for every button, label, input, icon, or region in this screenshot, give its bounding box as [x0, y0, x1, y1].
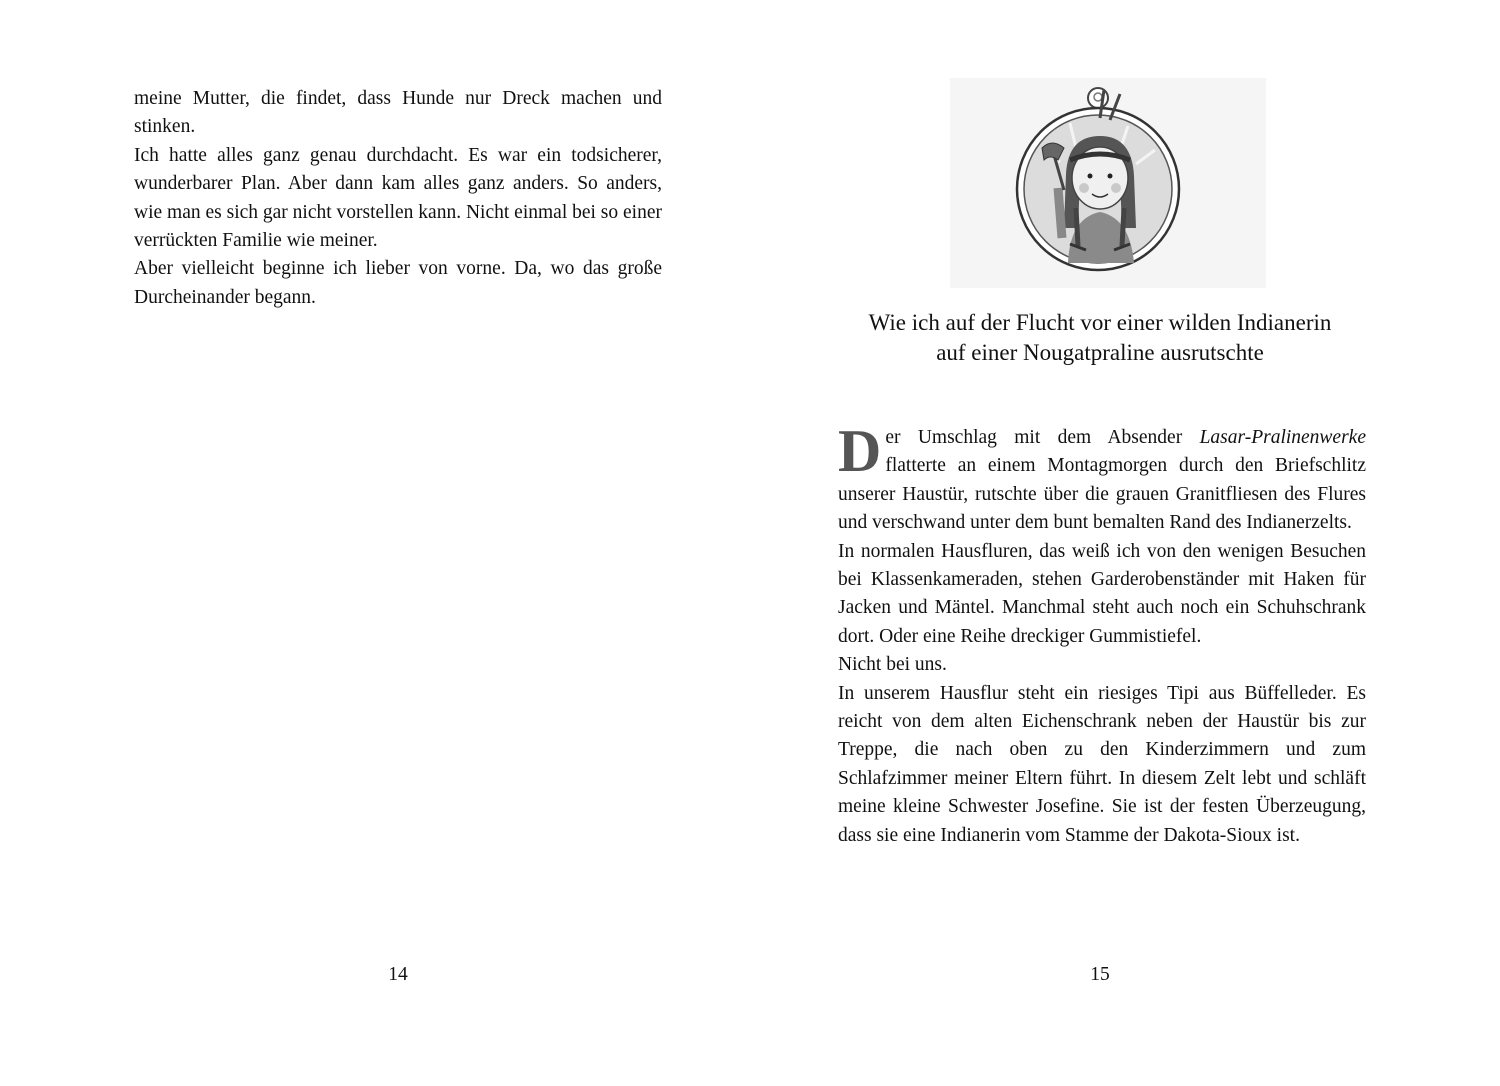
drop-cap: D — [838, 418, 882, 484]
left-page-text — [134, 85, 662, 312]
paragraph: Nicht bei uns. — [838, 654, 947, 676]
page-number-right: 15 — [1090, 964, 1110, 985]
page-number-left: 14 — [388, 964, 408, 985]
paragraph: Ich hatte alles ganz genau durchdacht. Es war ein todsicherer, wunderbarer Plan. Aber dann kam alles ganz anders. So anders, wie man es sich gar nicht vorstellen kann. Nicht einmal bei so einer verrückten Familie wie meiner. — [134, 144, 662, 252]
paragraph: Aber vielleicht beginne ich lieber von vorne. Da, wo das große Durcheinander begann. — [134, 258, 662, 308]
paragraph: In unserem Hausflur steht ein riesiges Tipi aus Büffelleder. Es reicht von dem alten Eichenschrank neben der Haustür bis zur Treppe, die nach oben zu den Kinderzimmern und zum Schlafzimmer meiner Eltern führt. In diesem Zelt lebt und schläft meine kleine Schwester Josefine. Sie ist der festen Überzeugung, dass sie eine Indianerin vom Stamme der Dakota-Sioux ist. — [838, 682, 1366, 846]
paragraph: In normalen Hausfluren, das weiß ich von den wenigen Besuchen bei Klassenkameraden, stehen Garderobenständer mit Haken für Jacken und Mäntel. Manchmal steht auch noch ein Schuhschrank dort. Oder eine Reihe dreckiger Gummistiefel. — [838, 540, 1366, 647]
chapter-title-line: auf einer Nougatpraline ausrutschte — [936, 340, 1264, 365]
chapter-title — [810, 308, 1390, 368]
right-page — [750, 0, 1500, 1086]
paragraph-rest: flatterte an einem Montagmorgen durch den Briefschlitz unserer Haustür, rutschte über die grauen Granitfliesen des Flures und verschwand unter dem bunt bemalten Rand des Indianerzelts. — [838, 455, 1366, 534]
paragraph — [838, 418, 1366, 538]
right-page-text — [838, 418, 1366, 850]
company-name: Lasar-Pralinenwerke — [1199, 427, 1366, 448]
paragraph: meine Mutter, die findet, dass Hunde nur Dreck machen und stinken. — [134, 88, 662, 138]
girl-with-feather-headband-holding-axe-icon — [950, 78, 1266, 288]
chapter-title-line: Wie ich auf der Flucht vor einer wilden Indianerin — [868, 310, 1332, 335]
paragraph-lead: er Umschlag mit dem Absender — [885, 427, 1200, 448]
chapter-illustration — [950, 78, 1266, 288]
